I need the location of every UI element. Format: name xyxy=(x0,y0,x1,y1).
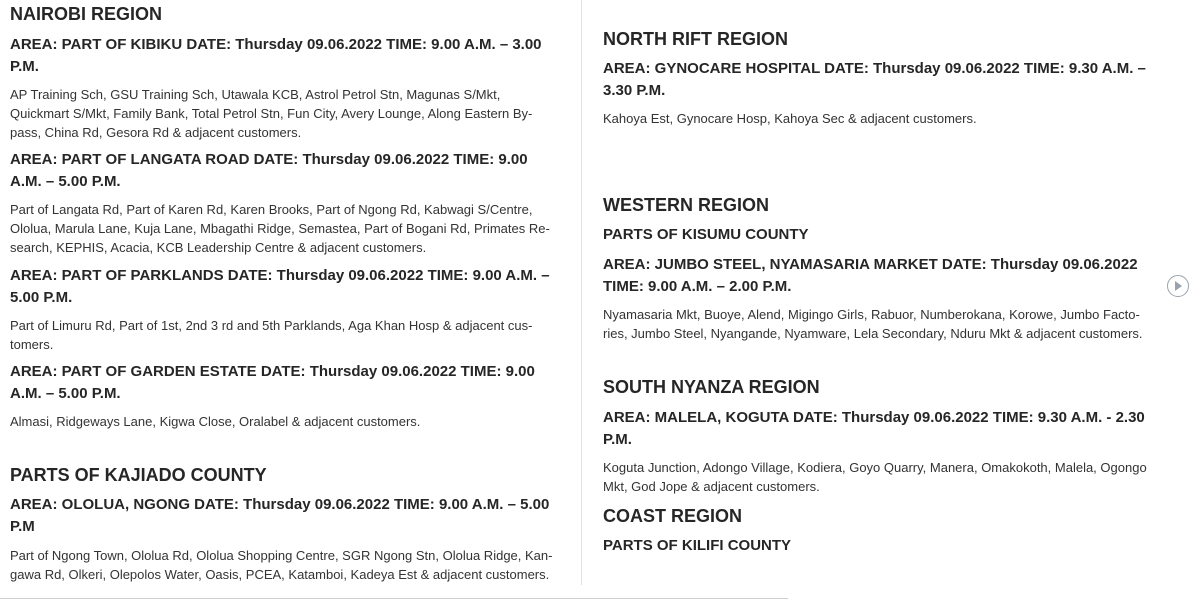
page-bottom-border xyxy=(0,598,788,599)
play-triangle-icon xyxy=(1173,280,1183,292)
north-rift-region-title: NORTH RIFT REGION xyxy=(603,29,788,49)
play-circle-icon[interactable] xyxy=(1167,275,1189,297)
western-region-title: WESTERN REGION xyxy=(603,195,770,215)
gynocare-area-details: Kahoya Est, Gynocare Hosp, Kahoya Sec & adjacent customers. xyxy=(603,111,977,126)
garden-estate-area-heading: AREA: PART OF GARDEN ESTATE DATE: Thursday 09.06.2022 TIME: 9.00 A.M. – 5.00 P.M. xyxy=(10,363,535,402)
column-divider xyxy=(581,0,582,585)
malela-koguta-area-heading: AREA: MALELA, KOGUTA DATE: Thursday 09.06.2022 TIME: 9.30 A.M. - 2.30 P.M. xyxy=(603,409,1145,448)
kajiado-county-title: PARTS OF KAJIADO COUNTY xyxy=(10,465,267,485)
kisumu-county-title: PARTS OF KISUMU COUNTY xyxy=(603,226,809,243)
ololua-ngong-area-details: Part of Ngong Town, Ololua Rd, Ololua Shopping Centre, SGR Ngong Stn, Ololua Ridge, Kan-gawa Rd, Olkeri, Olepolos Water, Oasis, PCEA, Katamboi, Kadeya Est & adjacent customers. xyxy=(10,548,553,582)
parklands-area-heading: AREA: PART OF PARKLANDS DATE: Thursday 09.06.2022 TIME: 9.00 A.M. – 5.00 P.M. xyxy=(10,267,550,306)
malela-koguta-area-details: Koguta Junction, Adongo Village, Kodiera, Goyo Quarry, Manera, Omakokoth, Malela, Ogongo Mkt, God Jope & adjacent customers. xyxy=(603,460,1147,494)
jumbo-steel-area-details: Nyamasaria Mkt, Buoye, Alend, Migingo Girls, Rabuor, Numberokana, Korowe, Jumbo Facto-ries, Jumbo Steel, Nyangande, Nyamware, Lela Secondary, Nduru Mkt & adjacent customers. xyxy=(603,307,1143,341)
gynocare-area-heading: AREA: GYNOCARE HOSPITAL DATE: Thursday 09.06.2022 TIME: 9.30 A.M. – 3.30 P.M. xyxy=(603,60,1146,99)
coast-region-title: COAST REGION xyxy=(603,506,743,526)
kibiku-area-heading: AREA: PART OF KIBIKU DATE: Thursday 09.06.2022 TIME: 9.00 A.M. – 3.00 P.M. xyxy=(10,36,542,75)
jumbo-steel-area-heading: AREA: JUMBO STEEL, NYAMASARIA MARKET DATE: Thursday 09.06.2022 TIME: 9.00 A.M. – 2.00 P.M. xyxy=(603,256,1138,295)
parklands-area-details: Part of Limuru Rd, Part of 1st, 2nd 3 rd and 5th Parklands, Aga Khan Hosp & adjacent cus-tomers. xyxy=(10,318,533,352)
ololua-ngong-area-heading: AREA: OLOLUA, NGONG DATE: Thursday 09.06.2022 TIME: 9.00 A.M. – 5.00 P.M xyxy=(10,496,550,535)
nairobi-region-title: NAIROBI REGION xyxy=(10,4,163,24)
kibiku-area-details: AP Training Sch, GSU Training Sch, Utawala KCB, Astrol Petrol Stn, Magunas S/Mkt, Quickmart S/Mkt, Family Bank, Total Petrol Stn, Fun City, Avery Lounge, Along Eastern By-pass, China Rd, Gesora Rd & adjacent customers. xyxy=(10,87,533,140)
garden-estate-area-details: Almasi, Ridgeways Lane, Kigwa Close, Oralabel & adjacent customers. xyxy=(10,414,421,429)
south-nyanza-region-title: SOUTH NYANZA REGION xyxy=(603,377,820,397)
kilifi-county-title: PARTS OF KILIFI COUNTY xyxy=(603,537,792,554)
langata-area-heading: AREA: PART OF LANGATA ROAD DATE: Thursday 09.06.2022 TIME: 9.00 A.M. – 5.00 P.M. xyxy=(10,151,528,190)
langata-area-details: Part of Langata Rd, Part of Karen Rd, Karen Brooks, Part of Ngong Rd, Kabwagi S/Centre, Ololua, Marula Lane, Kuja Lane, Mbagathi Ridge, Semastea, Part of Bogani Rd, Primates Re-search, KEPHIS, Acacia, KCB Leadership Centre & adjacent customers. xyxy=(10,202,550,255)
